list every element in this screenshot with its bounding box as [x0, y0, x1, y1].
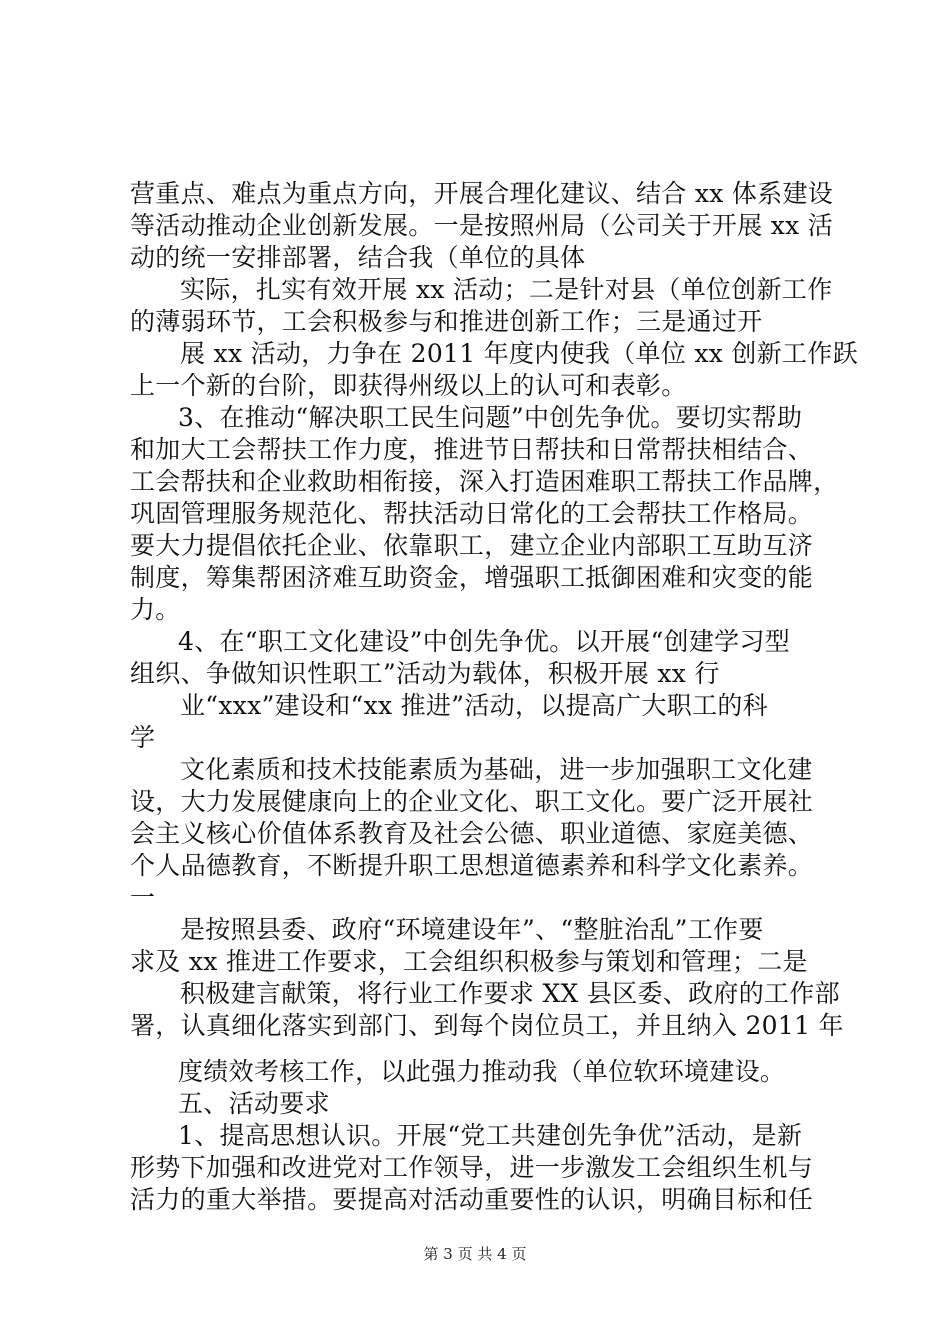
- text-line: 巩固管理服务规范化、帮扶活动日常化的工会帮扶工作格局。: [130, 499, 814, 528]
- text-line: 展 xx 活动，力争在 2011 年度内使我（单位 xx 创新工作跃: [180, 339, 858, 368]
- text-line: 组织、争做知识性职工”活动为载体，积极开展 xx 行: [130, 659, 720, 688]
- text-line: 要大力提倡依托企业、依靠职工，建立企业内部职工互助互济: [130, 531, 814, 560]
- text-line: 求及 xx 推进工作要求，工会组织积极参与策划和管理；二是: [130, 947, 808, 976]
- text-line: 文化素质和技术技能素质为基础，进一步加强职工文化建: [180, 755, 813, 784]
- text-line: 动的统一安排部署，结合我（单位的具体: [130, 243, 586, 272]
- text-line: 设，大力发展健康向上的企业文化、职工文化。要广泛开展社: [130, 787, 814, 816]
- text-line: 营重点、难点为重点方向，开展合理化建议、结合 xx 体系建设: [130, 179, 834, 208]
- section-heading: 五、活动要求: [178, 1089, 330, 1118]
- text-line: 形势下加强和改进党对工作领导，进一步激发工会组织生机与: [130, 1153, 814, 1182]
- text-line: 工会帮扶和企业救助相衔接，深入打造困难职工帮扶工作品牌，: [130, 467, 839, 496]
- text-line: 业“xxx”建设和“xx 推进”活动，以提高广大职工的科: [180, 691, 768, 720]
- text-line: 积极建言献策，将行业工作要求 XX 县区委、政府的工作部: [180, 979, 840, 1008]
- text-line: 和加大工会帮扶工作力度，推进节日帮扶和日常帮扶相结合、: [130, 435, 814, 464]
- text-line: 1、提高思想认识。开展“党工共建创先争优”活动，是新: [178, 1121, 803, 1150]
- page-number: 第 3 页 共 4 页: [423, 1245, 527, 1263]
- text-line: 的薄弱环节，工会积极参与和推进创新工作；三是通过开: [130, 307, 763, 336]
- text-line: 一: [130, 883, 156, 912]
- text-line: 力。: [130, 595, 181, 624]
- text-line: 制度，筹集帮困济难互助资金，增强职工抵御困难和灾变的能: [130, 563, 814, 592]
- text-line: 度绩效考核工作，以此强力推动我（单位软环境建设。: [178, 1057, 786, 1086]
- text-line: 等活动推动企业创新发展。一是按照州局（公司关于开展 xx 活: [130, 211, 834, 240]
- text-line: 活力的重大举措。要提高对活动重要性的认识，明确目标和任: [130, 1185, 814, 1214]
- text-line: 会主义核心价值体系教育及社会公德、职业道德、家庭美德、: [130, 819, 814, 848]
- text-line: 实际，扎实有效开展 xx 活动；二是针对县（单位创新工作: [180, 275, 833, 304]
- text-line: 是按照县委、政府“环境建设年”、“整脏治乱”工作要: [180, 915, 764, 944]
- text-line: 署，认真细化落实到部门、到每个岗位员工，并且纳入 2011 年: [130, 1011, 844, 1040]
- text-line: 学: [130, 723, 156, 752]
- text-line: 个人品德教育，不断提升职工思想道德素养和科学文化素养。: [130, 851, 814, 880]
- text-line: 3、在推动“解决职工民生问题”中创先争优。要切实帮助: [178, 403, 803, 432]
- text-line: 上一个新的台阶，即获得州级以上的认可和表彰。: [130, 371, 687, 400]
- text-line: 4、在“职工文化建设”中创先争优。以开展“创建学习型: [178, 627, 791, 656]
